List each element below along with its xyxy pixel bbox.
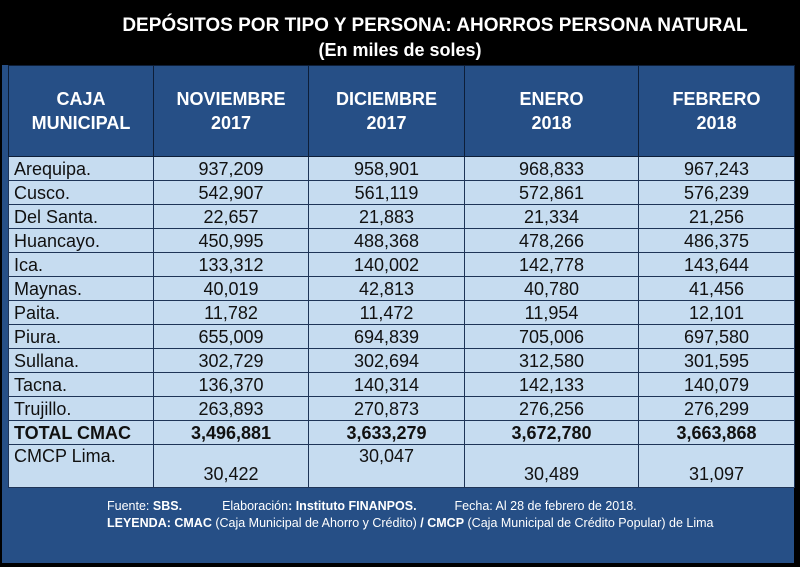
- cell-value: 486,375: [639, 229, 795, 253]
- cell-value: 11,954: [465, 301, 639, 325]
- cell-value: 697,580: [639, 325, 795, 349]
- cell-value: 263,893: [154, 397, 309, 421]
- header-diciembre-2017: DICIEMBRE 2017: [309, 66, 465, 157]
- cell-value: 142,778: [465, 253, 639, 277]
- footer-legend-line: [107, 515, 767, 532]
- cell-value: 694,839: [309, 325, 465, 349]
- cell-value: 302,694: [309, 349, 465, 373]
- table-row: [9, 253, 795, 277]
- cell-value: 140,002: [309, 253, 465, 277]
- cmcp-value: 31,097: [639, 445, 795, 488]
- deposits-table: [8, 65, 795, 488]
- cell-value: 276,256: [465, 397, 639, 421]
- table-row: [9, 301, 795, 325]
- title-line-1: DEPÓSITOS POR TIPO Y PERSONA: AHORROS PERSONA NATURAL: [122, 15, 748, 36]
- cell-value: 136,370: [154, 373, 309, 397]
- footer-source-line: [107, 498, 767, 515]
- table-row: [9, 397, 795, 421]
- cmcp-label: CMCP Lima.: [9, 445, 154, 488]
- cell-value: 302,729: [154, 349, 309, 373]
- row-name: Sullana.: [9, 349, 154, 373]
- cmcp-value: 30,489: [465, 445, 639, 488]
- total-value: 3,663,868: [639, 421, 795, 445]
- leyenda-label: LEYENDA: CMAC: [107, 516, 212, 530]
- fuente-value: SBS.: [152, 499, 183, 513]
- table-row: [9, 277, 795, 301]
- row-name: Cusco.: [9, 181, 154, 205]
- cell-value: 655,009: [154, 325, 309, 349]
- cell-value: 561,119: [309, 181, 465, 205]
- cell-value: 270,873: [309, 397, 465, 421]
- title-line-2: (En miles de soles): [318, 40, 482, 60]
- table-row: [9, 349, 795, 373]
- cell-value: 142,133: [465, 373, 639, 397]
- cmcp-row: [9, 445, 795, 488]
- total-row: [9, 421, 795, 445]
- leyenda-separator: / CMCP: [420, 516, 465, 530]
- header-caja-municipal: CAJA MUNICIPAL: [9, 66, 154, 157]
- row-name: Piura.: [9, 325, 154, 349]
- leyenda-cmac: (Caja Municipal de Ahorro y Crédito): [211, 516, 421, 530]
- cmcp-value: 30,047: [309, 445, 465, 488]
- cell-value: 958,901: [309, 157, 465, 181]
- cell-value: 143,644: [639, 253, 795, 277]
- cell-value: 140,079: [639, 373, 795, 397]
- cell-value: 40,780: [465, 277, 639, 301]
- cell-value: 42,813: [309, 277, 465, 301]
- cell-value: 21,256: [639, 205, 795, 229]
- total-value: 3,633,279: [309, 421, 465, 445]
- table-row: [9, 229, 795, 253]
- cell-value: 572,861: [465, 181, 639, 205]
- table-row: [9, 205, 795, 229]
- header-noviembre-2017: NOVIEMBRE 2017: [154, 66, 309, 157]
- cell-value: 301,595: [639, 349, 795, 373]
- header-row: [9, 66, 795, 157]
- cell-value: 40,019: [154, 277, 309, 301]
- cell-value: 967,243: [639, 157, 795, 181]
- cell-value: 450,995: [154, 229, 309, 253]
- header-febrero-2018: FEBRERO 2018: [639, 66, 795, 157]
- cell-value: 21,883: [309, 205, 465, 229]
- row-name: Arequipa.: [9, 157, 154, 181]
- header-enero-2018: ENERO 2018: [465, 66, 639, 157]
- row-name: Del Santa.: [9, 205, 154, 229]
- cell-value: 312,580: [465, 349, 639, 373]
- row-name: Paita.: [9, 301, 154, 325]
- cell-value: 22,657: [154, 205, 309, 229]
- table-row: [9, 325, 795, 349]
- cell-value: 133,312: [154, 253, 309, 277]
- total-value: 3,672,780: [465, 421, 639, 445]
- row-name: Ica.: [9, 253, 154, 277]
- table-row: [9, 181, 795, 205]
- cell-value: 140,314: [309, 373, 465, 397]
- row-name: Tacna.: [9, 373, 154, 397]
- leyenda-cmcp: (Caja Municipal de Crédito Popular) de Lima: [464, 516, 714, 530]
- cell-value: 41,456: [639, 277, 795, 301]
- elaboracion-label: Elaboración: [222, 499, 289, 513]
- cell-value: 21,334: [465, 205, 639, 229]
- row-name: Maynas.: [9, 277, 154, 301]
- table-row: [9, 157, 795, 181]
- cell-value: 478,266: [465, 229, 639, 253]
- cell-value: 488,368: [309, 229, 465, 253]
- footer-notes: [107, 498, 767, 532]
- total-value: 3,496,881: [154, 421, 309, 445]
- total-label: TOTAL CMAC: [9, 421, 154, 445]
- cell-value: 276,299: [639, 397, 795, 421]
- cell-value: 11,472: [309, 301, 465, 325]
- cell-value: 542,907: [154, 181, 309, 205]
- cell-value: 705,006: [465, 325, 639, 349]
- cell-value: 968,833: [465, 157, 639, 181]
- cell-value: 576,239: [639, 181, 795, 205]
- fuente-label: Fuente:: [107, 499, 153, 513]
- cmcp-value: 30,422: [154, 445, 309, 488]
- cell-value: 937,209: [154, 157, 309, 181]
- cell-value: 11,782: [154, 301, 309, 325]
- fecha-text: Fecha: Al 28 de febrero de 2018.: [454, 499, 637, 513]
- page-title: [0, 14, 800, 62]
- row-name: Trujillo.: [9, 397, 154, 421]
- cell-value: 12,101: [639, 301, 795, 325]
- elaboracion-value: : Instituto FINANPOS.: [288, 499, 417, 513]
- table-row: [9, 373, 795, 397]
- row-name: Huancayo.: [9, 229, 154, 253]
